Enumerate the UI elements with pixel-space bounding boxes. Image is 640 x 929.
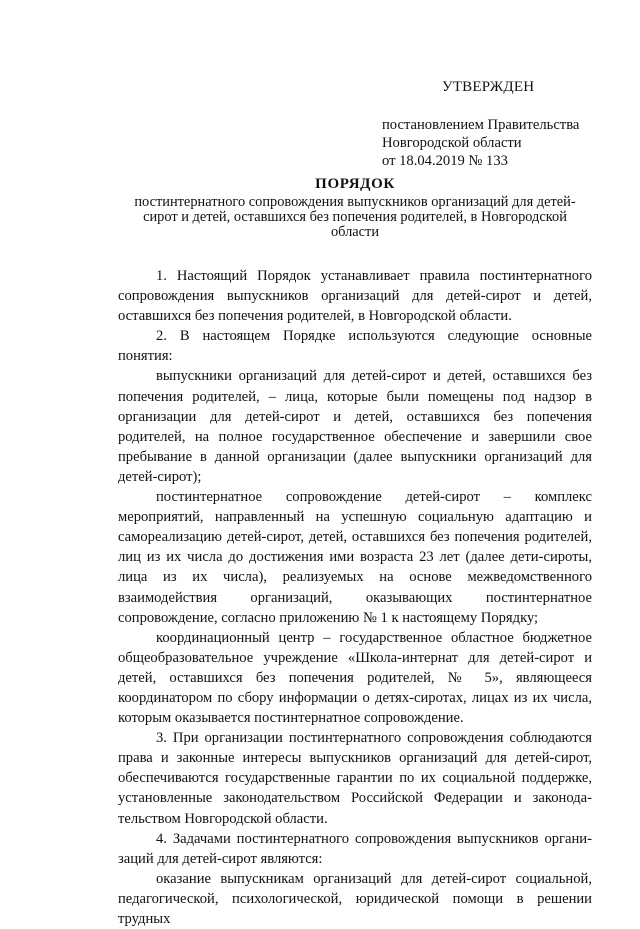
paragraph-1: 1. Настоящий Порядок устанавливает правила постинтернатного сопровождения выпускников организаций для детей-сирот и детей, оставшихся без попечения родителей, в Новгородской области. bbox=[118, 268, 592, 325]
paragraph-7: 4. Задачами постинтернатного сопровождения выпускников организаций для детей-сирот являются: bbox=[118, 830, 592, 867]
approval-line-2: Новгородской области bbox=[382, 135, 522, 151]
paragraph-2: 2. В настоящем Порядке используются следующие основные понятия: bbox=[118, 328, 592, 365]
paragraph-6: 3. При организации постинтернатного сопровождения соблюдаются права и законные интересы выпускников организаций для детей-сирот, обеспечиваются государственные гарантии по их социальной поддержке, установленные законодательством Российской Федерации и законодательством Новгородской области. bbox=[118, 730, 592, 827]
paragraph-3: выпускники организаций для детей-сирот и детей, оставшихся без попечения родителей, – лица, которые были помещены под надзор в организации для детей-сирот и детей, оставшихся без попечения родителей, на полное государственное обеспечение и завершили свое пребывание в данной организации (далее выпускники организаций для детей-сирот); bbox=[118, 368, 592, 485]
approval-block bbox=[382, 78, 622, 170]
document-title: ПОРЯДОК bbox=[315, 176, 395, 192]
document-subtitle: постинтернатного сопровождения выпускников организаций для детей-сирот и детей, оставшихся без попечения родителей, в Новгородской области bbox=[134, 194, 576, 240]
document-body bbox=[118, 266, 592, 929]
paragraph-5: координационный центр – государственное областное бюджетное общеобразовательное учреждение «Школа-интернат для детей-сирот и детей, оставшихся без попечения родителей, № 5», являющееся координатором по сбору информации о детях-сиротах, лицах из их числа, которым оказывается постинтернатное сопровождение. bbox=[118, 629, 592, 727]
paragraph-8: оказание выпускникам организаций для детей-сирот социальной, педагогической, психологической, юридической помощи в решении трудных bbox=[118, 870, 592, 927]
approval-line-1: постановлением Правительства bbox=[382, 117, 580, 133]
approval-line-3: от 18.04.2019 № 133 bbox=[382, 153, 508, 169]
approval-stamp: УТВЕРЖДЕН bbox=[442, 79, 535, 95]
paragraph-4: постинтернатное сопровождение детей-сирот – комплекс мероприятий, направленный на успешную социальную адаптацию и самореализацию детей-сирот, детей, оставшихся без попечения родителей, лиц из их числа до достижения ими возраста 23 лет (далее дети-сироты, лица из их числа), реализуемых на основе межведомственного взаимодействия организаций, оказывающих постинтернатное сопровождение, согласно приложению № 1 к настоящему Порядку; bbox=[118, 489, 592, 626]
